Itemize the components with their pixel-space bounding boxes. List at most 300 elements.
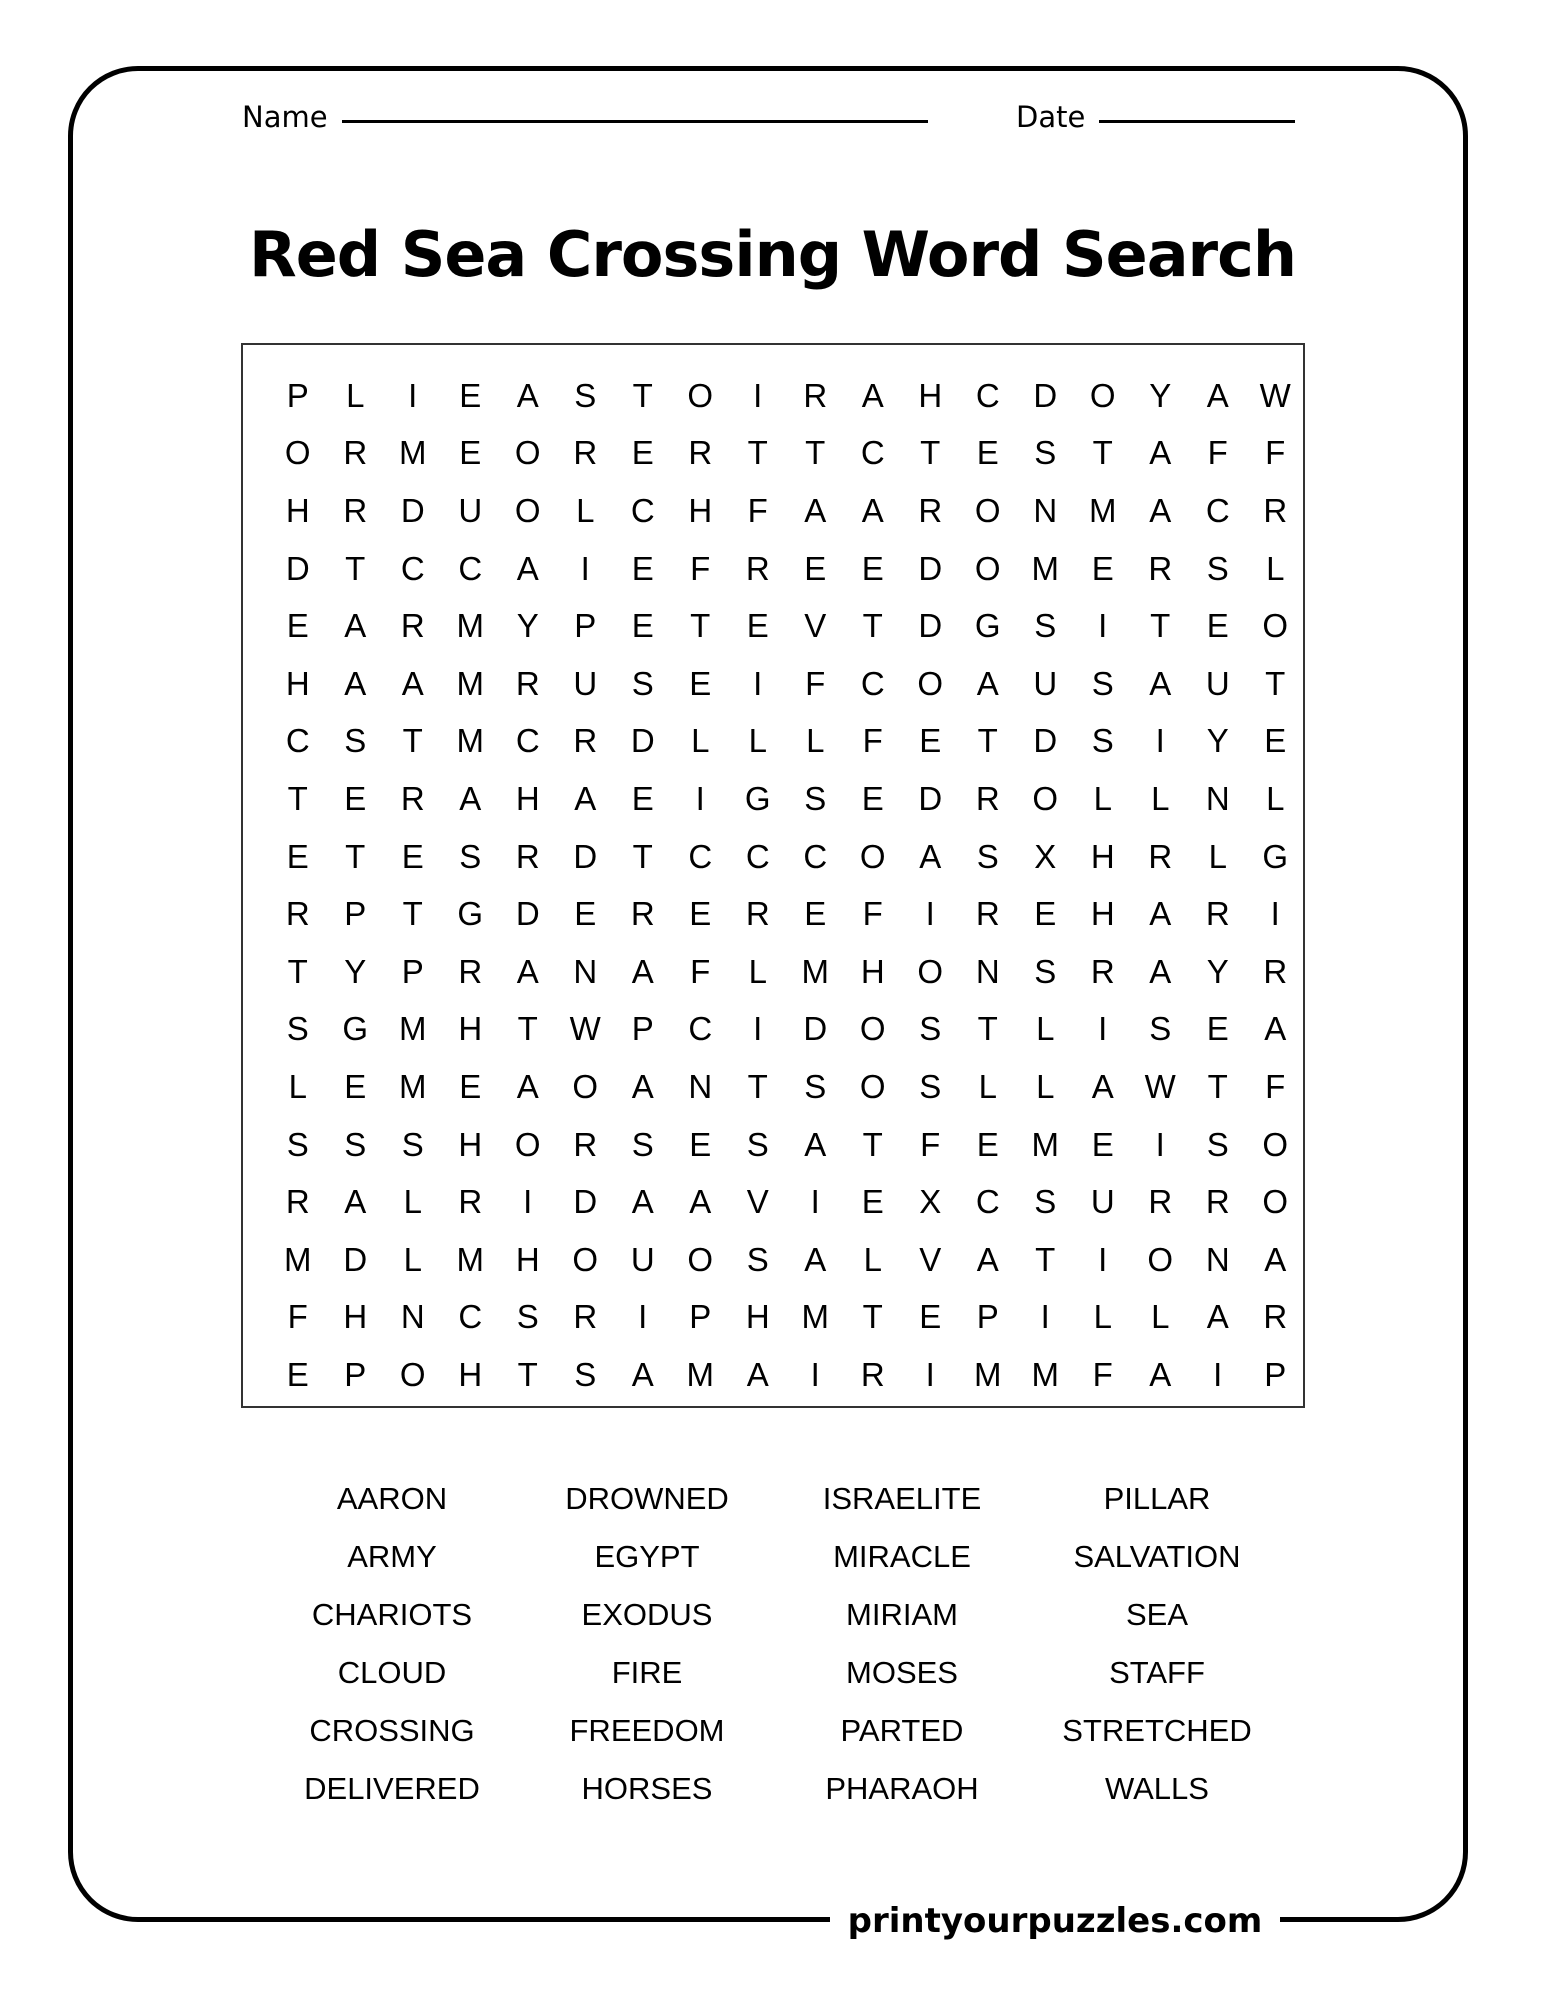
grid-cell[interactable]: E [861,549,884,587]
grid-cell[interactable]: H [458,1355,483,1393]
grid-cell[interactable]: F [1207,434,1228,472]
grid-cell[interactable]: C [803,837,828,875]
grid-cell[interactable]: I [925,1355,935,1393]
grid-cell[interactable]: S [919,1010,942,1048]
grid-cell[interactable]: E [1264,722,1287,760]
grid-cell[interactable]: S [344,1125,367,1163]
grid-cell[interactable]: U [1090,1183,1115,1221]
grid-cell[interactable]: R [745,895,770,933]
grid-cell[interactable]: A [804,1240,827,1278]
grid-cell[interactable]: S [1091,664,1114,702]
grid-cell[interactable]: P [689,1298,712,1336]
grid-cell[interactable]: M [399,1010,427,1048]
grid-cell[interactable]: L [978,1067,997,1105]
grid-cell[interactable]: D [573,837,598,875]
grid-cell[interactable]: P [344,1355,367,1393]
grid-cell[interactable]: R [1205,1183,1230,1221]
grid-cell[interactable]: F [690,952,711,990]
grid-cell[interactable]: F [1092,1355,1113,1393]
grid-cell[interactable]: O [1089,376,1116,414]
grid-cell[interactable]: I [1155,1125,1165,1163]
grid-cell[interactable]: E [344,779,367,817]
grid-cell[interactable]: U [458,491,483,529]
grid-cell[interactable]: F [805,664,826,702]
grid-cell[interactable]: A [1264,1010,1287,1048]
grid-cell[interactable]: W [1259,376,1291,414]
grid-cell[interactable]: L [691,722,710,760]
grid-cell[interactable]: O [859,1067,886,1105]
grid-cell[interactable]: N [1205,1240,1230,1278]
grid-cell[interactable]: A [1264,1240,1287,1278]
grid-cell[interactable]: A [804,1125,827,1163]
grid-cell[interactable]: T [632,376,653,414]
grid-cell[interactable]: H [918,376,943,414]
grid-cell[interactable]: U [1033,664,1058,702]
grid-cell[interactable]: S [746,1125,769,1163]
grid-cell[interactable]: I [810,1355,820,1393]
grid-cell[interactable]: T [747,434,768,472]
grid-cell[interactable]: G [744,779,771,817]
grid-cell[interactable]: O [514,491,541,529]
grid-cell[interactable]: T [287,952,308,990]
grid-cell[interactable]: C [860,434,885,472]
grid-cell[interactable]: I [1213,1355,1223,1393]
grid-cell[interactable]: T [1265,664,1286,702]
grid-cell[interactable]: C [630,491,655,529]
grid-cell[interactable]: C [688,837,713,875]
grid-cell[interactable]: S [344,722,367,760]
grid-cell[interactable]: A [1091,1067,1114,1105]
grid-cell[interactable]: H [1090,895,1115,933]
grid-cell[interactable]: I [1098,1240,1108,1278]
grid-cell[interactable]: R [285,895,310,933]
grid-cell[interactable]: E [689,1125,712,1163]
grid-cell[interactable]: R [573,1298,598,1336]
grid-cell[interactable]: N [688,1067,713,1105]
grid-cell[interactable]: D [630,722,655,760]
grid-cell[interactable]: O [974,491,1001,529]
date-line[interactable] [1099,120,1295,123]
grid-cell[interactable]: L [1036,1010,1055,1048]
grid-cell[interactable]: L [1093,779,1112,817]
grid-cell[interactable]: L [576,491,595,529]
grid-cell[interactable]: I [753,376,763,414]
grid-cell[interactable]: T [345,837,366,875]
grid-cell[interactable]: I [810,1183,820,1221]
grid-cell[interactable]: D [573,1183,598,1221]
grid-cell[interactable]: S [574,376,597,414]
grid-cell[interactable]: G [342,1010,369,1048]
grid-cell[interactable]: A [631,1183,654,1221]
grid-cell[interactable]: L [863,1240,882,1278]
grid-cell[interactable]: E [919,722,942,760]
grid-cell[interactable]: A [1206,1298,1229,1336]
grid-cell[interactable]: D [918,607,943,645]
grid-cell[interactable]: E [804,549,827,587]
grid-cell[interactable]: E [689,895,712,933]
grid-cell[interactable]: E [804,895,827,933]
grid-cell[interactable]: O [917,952,944,990]
grid-cell[interactable]: E [344,1067,367,1105]
grid-cell[interactable]: O [399,1355,426,1393]
grid-cell[interactable]: U [1205,664,1230,702]
grid-cell[interactable]: S [574,1355,597,1393]
grid-cell[interactable]: A [1149,664,1172,702]
grid-cell[interactable]: R [1263,1298,1288,1336]
grid-cell[interactable]: R [573,722,598,760]
grid-cell[interactable]: Y [1149,376,1172,414]
grid-cell[interactable]: M [284,1240,312,1278]
grid-cell[interactable]: E [976,1125,999,1163]
grid-cell[interactable]: O [859,837,886,875]
grid-cell[interactable]: E [861,779,884,817]
grid-cell[interactable]: O [514,1125,541,1163]
grid-cell[interactable]: H [343,1298,368,1336]
grid-cell[interactable]: T [862,607,883,645]
grid-cell[interactable]: S [1034,607,1057,645]
grid-cell[interactable]: T [862,1125,883,1163]
grid-cell[interactable]: E [574,895,597,933]
grid-cell[interactable]: E [631,434,654,472]
grid-cell[interactable]: A [344,664,367,702]
name-line[interactable] [342,120,928,123]
grid-cell[interactable]: E [1034,895,1057,933]
grid-cell[interactable]: H [515,1240,540,1278]
grid-cell[interactable]: T [747,1067,768,1105]
grid-cell[interactable]: G [1262,837,1289,875]
grid-cell[interactable]: W [1144,1067,1176,1105]
grid-cell[interactable]: C [975,376,1000,414]
grid-cell[interactable]: F [1265,1067,1286,1105]
grid-cell[interactable]: M [456,722,484,760]
grid-cell[interactable]: R [745,549,770,587]
grid-cell[interactable]: D [400,491,425,529]
grid-cell[interactable]: R [515,664,540,702]
grid-cell[interactable]: R [975,895,1000,933]
grid-cell[interactable]: E [1206,607,1229,645]
grid-cell[interactable]: T [287,779,308,817]
grid-cell[interactable]: S [1206,1125,1229,1163]
grid-cell[interactable]: S [1034,1183,1057,1221]
grid-cell[interactable]: E [689,664,712,702]
grid-cell[interactable]: S [976,837,999,875]
grid-cell[interactable]: P [401,952,424,990]
grid-cell[interactable]: E [746,607,769,645]
grid-cell[interactable]: O [572,1067,599,1105]
grid-cell[interactable]: R [515,837,540,875]
grid-cell[interactable]: X [1034,837,1057,875]
grid-cell[interactable]: L [1266,779,1285,817]
grid-cell[interactable]: T [1150,607,1171,645]
grid-cell[interactable]: E [1091,1125,1114,1163]
grid-cell[interactable]: D [515,895,540,933]
grid-cell[interactable]: A [516,1067,539,1105]
grid-cell[interactable]: A [689,1183,712,1221]
grid-cell[interactable]: E [631,779,654,817]
grid-cell[interactable]: F [862,722,883,760]
grid-cell[interactable]: T [977,1010,998,1048]
grid-cell[interactable]: N [1033,491,1058,529]
grid-cell[interactable]: M [456,607,484,645]
grid-cell[interactable]: A [919,837,942,875]
grid-cell[interactable]: A [344,1183,367,1221]
grid-cell[interactable]: E [286,837,309,875]
grid-cell[interactable]: M [456,664,484,702]
grid-cell[interactable]: R [1148,837,1173,875]
grid-cell[interactable]: G [974,607,1001,645]
grid-cell[interactable]: C [285,722,310,760]
grid-cell[interactable]: O [284,434,311,472]
grid-cell[interactable]: E [1206,1010,1229,1048]
grid-cell[interactable]: P [344,895,367,933]
grid-cell[interactable]: N [1205,779,1230,817]
grid-cell[interactable]: H [860,952,885,990]
grid-cell[interactable]: A [631,1355,654,1393]
grid-cell[interactable]: A [516,549,539,587]
grid-cell[interactable]: A [344,607,367,645]
grid-cell[interactable]: L [288,1067,307,1105]
grid-cell[interactable]: M [801,1298,829,1336]
grid-cell[interactable]: C [458,549,483,587]
grid-cell[interactable]: L [1208,837,1227,875]
grid-cell[interactable]: C [745,837,770,875]
grid-cell[interactable]: R [343,434,368,472]
grid-cell[interactable]: C [515,722,540,760]
grid-cell[interactable]: F [690,549,711,587]
grid-cell[interactable]: F [920,1125,941,1163]
grid-cell[interactable]: P [631,1010,654,1048]
grid-cell[interactable]: A [459,779,482,817]
grid-cell[interactable]: R [458,952,483,990]
grid-cell[interactable]: M [399,1067,427,1105]
grid-cell[interactable]: L [1036,1067,1055,1105]
grid-cell[interactable]: T [1092,434,1113,472]
grid-cell[interactable]: D [1033,722,1058,760]
grid-cell[interactable]: D [343,1240,368,1278]
grid-cell[interactable]: D [918,779,943,817]
grid-cell[interactable]: R [1205,895,1230,933]
grid-cell[interactable]: R [918,491,943,529]
grid-cell[interactable]: O [514,434,541,472]
grid-cell[interactable]: O [917,664,944,702]
grid-cell[interactable]: F [747,491,768,529]
grid-cell[interactable]: A [516,376,539,414]
grid-cell[interactable]: E [976,434,999,472]
grid-cell[interactable]: D [285,549,310,587]
grid-cell[interactable]: R [1263,952,1288,990]
grid-cell[interactable]: N [573,952,598,990]
grid-cell[interactable]: R [343,491,368,529]
grid-cell[interactable]: I [1098,1010,1108,1048]
grid-cell[interactable]: R [458,1183,483,1221]
grid-cell[interactable]: O [974,549,1001,587]
grid-cell[interactable]: Y [516,607,539,645]
grid-cell[interactable]: I [925,895,935,933]
grid-cell[interactable]: E [459,376,482,414]
grid-cell[interactable]: I [408,376,418,414]
grid-cell[interactable]: T [402,722,423,760]
grid-cell[interactable]: I [1098,607,1108,645]
grid-cell[interactable]: Y [1206,722,1229,760]
grid-cell[interactable]: I [753,1010,763,1048]
grid-cell[interactable]: R [1263,491,1288,529]
grid-cell[interactable]: T [345,549,366,587]
grid-cell[interactable]: L [806,722,825,760]
grid-cell[interactable]: I [1155,722,1165,760]
grid-cell[interactable]: M [1031,1125,1059,1163]
grid-cell[interactable]: A [976,664,999,702]
grid-cell[interactable]: E [1091,549,1114,587]
grid-cell[interactable]: V [746,1183,769,1221]
grid-cell[interactable]: T [517,1355,538,1393]
grid-cell[interactable]: T [1207,1067,1228,1105]
grid-cell[interactable]: O [1262,1125,1289,1163]
grid-cell[interactable]: R [285,1183,310,1221]
grid-cell[interactable]: U [630,1240,655,1278]
grid-cell[interactable]: P [286,376,309,414]
grid-cell[interactable]: R [630,895,655,933]
grid-cell[interactable]: I [638,1298,648,1336]
grid-cell[interactable]: E [861,1183,884,1221]
grid-cell[interactable]: D [803,1010,828,1048]
grid-cell[interactable]: M [399,434,427,472]
grid-cell[interactable]: E [919,1298,942,1336]
grid-cell[interactable]: A [861,491,884,529]
grid-cell[interactable]: F [1265,434,1286,472]
grid-cell[interactable]: M [974,1355,1002,1393]
grid-cell[interactable]: O [687,1240,714,1278]
grid-cell[interactable]: R [803,376,828,414]
grid-cell[interactable]: S [1034,952,1057,990]
grid-cell[interactable]: S [286,1010,309,1048]
grid-cell[interactable]: T [632,837,653,875]
grid-cell[interactable]: S [1206,549,1229,587]
grid-cell[interactable]: I [695,779,705,817]
grid-cell[interactable]: A [1206,376,1229,414]
grid-cell[interactable]: F [287,1298,308,1336]
grid-cell[interactable]: H [1090,837,1115,875]
grid-cell[interactable]: O [687,376,714,414]
grid-cell[interactable]: H [515,779,540,817]
grid-cell[interactable]: M [686,1355,714,1393]
grid-cell[interactable]: S [919,1067,942,1105]
grid-cell[interactable]: O [572,1240,599,1278]
grid-cell[interactable]: L [1151,779,1170,817]
grid-cell[interactable]: U [573,664,598,702]
grid-cell[interactable]: E [631,607,654,645]
grid-cell[interactable]: T [402,895,423,933]
grid-cell[interactable]: A [401,664,424,702]
grid-cell[interactable]: L [1266,549,1285,587]
grid-cell[interactable]: A [1149,1355,1172,1393]
grid-cell[interactable]: O [859,1010,886,1048]
grid-cell[interactable]: E [631,549,654,587]
grid-cell[interactable]: I [523,1183,533,1221]
grid-cell[interactable]: R [1090,952,1115,990]
grid-cell[interactable]: T [517,1010,538,1048]
grid-cell[interactable]: R [860,1355,885,1393]
grid-cell[interactable]: D [1033,376,1058,414]
grid-cell[interactable]: I [1040,1298,1050,1336]
grid-cell[interactable]: M [1031,1355,1059,1393]
grid-cell[interactable]: H [285,664,310,702]
grid-cell[interactable]: C [458,1298,483,1336]
grid-cell[interactable]: O [1262,1183,1289,1221]
grid-cell[interactable]: R [1148,1183,1173,1221]
grid-cell[interactable]: R [400,607,425,645]
grid-cell[interactable]: S [1034,434,1057,472]
grid-cell[interactable]: C [975,1183,1000,1221]
grid-cell[interactable]: S [804,779,827,817]
grid-cell[interactable]: R [688,434,713,472]
grid-cell[interactable]: A [861,376,884,414]
grid-cell[interactable]: A [631,952,654,990]
grid-cell[interactable]: A [516,952,539,990]
grid-cell[interactable]: O [1147,1240,1174,1278]
grid-cell[interactable]: H [458,1125,483,1163]
grid-cell[interactable]: T [690,607,711,645]
grid-cell[interactable]: S [631,1125,654,1163]
grid-cell[interactable]: M [801,952,829,990]
grid-cell[interactable]: N [975,952,1000,990]
grid-cell[interactable]: H [458,1010,483,1048]
grid-cell[interactable]: H [285,491,310,529]
grid-cell[interactable]: A [1149,491,1172,529]
grid-cell[interactable]: T [920,434,941,472]
grid-cell[interactable]: T [805,434,826,472]
grid-cell[interactable]: A [1149,434,1172,472]
grid-cell[interactable]: L [748,952,767,990]
grid-cell[interactable]: A [1149,952,1172,990]
grid-cell[interactable]: Y [344,952,367,990]
grid-cell[interactable]: M [456,1240,484,1278]
grid-cell[interactable]: L [403,1240,422,1278]
grid-cell[interactable]: T [862,1298,883,1336]
grid-cell[interactable]: P [976,1298,999,1336]
grid-cell[interactable]: R [573,1125,598,1163]
grid-cell[interactable]: P [1264,1355,1287,1393]
grid-cell[interactable]: S [1149,1010,1172,1048]
grid-cell[interactable]: N [400,1298,425,1336]
grid-cell[interactable]: X [919,1183,942,1221]
grid-cell[interactable]: O [1032,779,1059,817]
grid-cell[interactable]: G [457,895,484,933]
grid-cell[interactable]: P [574,607,597,645]
grid-cell[interactable]: H [688,491,713,529]
grid-cell[interactable]: I [1270,895,1280,933]
grid-cell[interactable]: A [976,1240,999,1278]
grid-cell[interactable]: R [573,434,598,472]
grid-cell[interactable]: R [975,779,1000,817]
grid-cell[interactable]: T [977,722,998,760]
grid-cell[interactable]: I [580,549,590,587]
grid-cell[interactable]: S [516,1298,539,1336]
grid-cell[interactable]: S [286,1125,309,1163]
grid-cell[interactable]: L [346,376,365,414]
grid-cell[interactable]: A [1149,895,1172,933]
grid-cell[interactable]: S [459,837,482,875]
grid-cell[interactable]: V [804,607,827,645]
grid-cell[interactable]: S [804,1067,827,1105]
grid-cell[interactable]: H [745,1298,770,1336]
grid-cell[interactable]: D [918,549,943,587]
grid-cell[interactable]: L [403,1183,422,1221]
grid-cell[interactable]: E [459,1067,482,1105]
grid-cell[interactable]: E [286,1355,309,1393]
grid-cell[interactable]: M [1031,549,1059,587]
grid-cell[interactable]: C [860,664,885,702]
grid-cell[interactable]: F [862,895,883,933]
